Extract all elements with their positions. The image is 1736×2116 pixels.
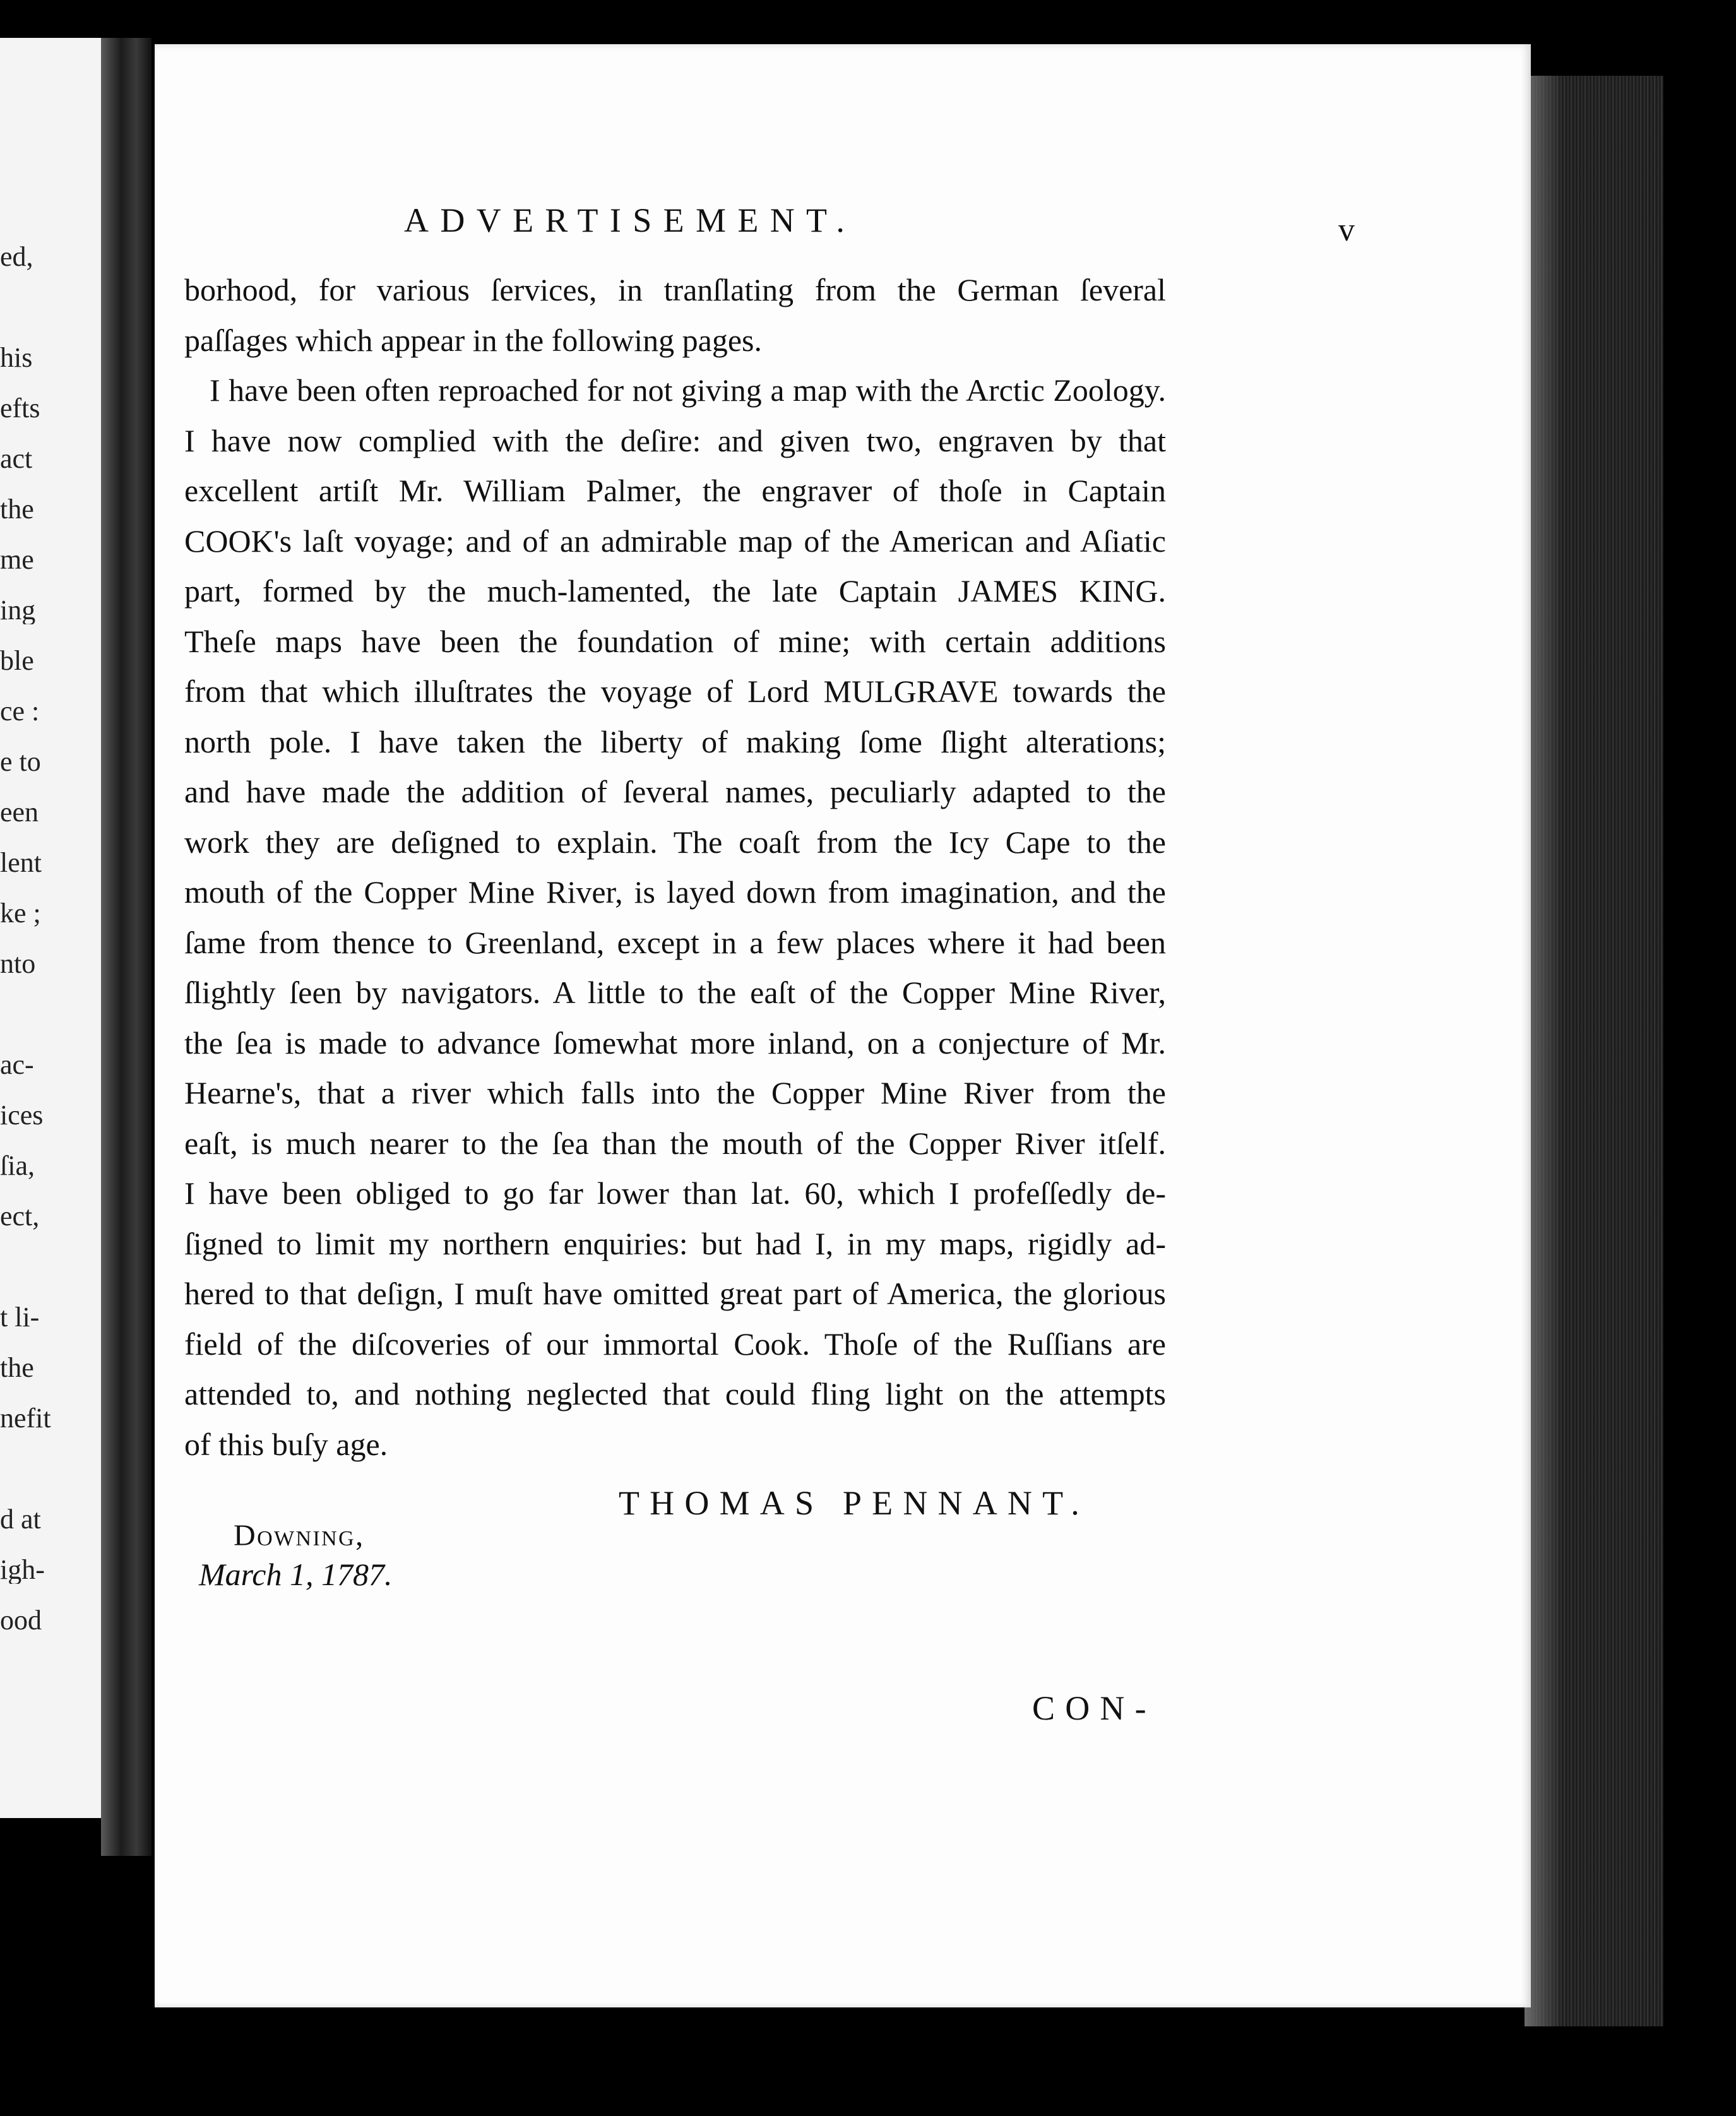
margin-fragment: the xyxy=(0,1354,34,1382)
margin-fragment: ing xyxy=(0,597,36,624)
margin-fragment: e to xyxy=(0,748,41,776)
margin-fragment: ke ; xyxy=(0,900,41,927)
text-line: ſigned to limit my northern enquiries: but had I, in my maps, rigidly ad- xyxy=(184,1225,1166,1261)
margin-fragment: ce : xyxy=(0,698,40,725)
margin-fragment: his xyxy=(0,344,33,372)
margin-fragment: ect, xyxy=(0,1203,40,1230)
author-signature: THOMAS PENNANT. xyxy=(619,1484,1090,1522)
facing-page-fragment xyxy=(0,38,101,1818)
margin-fragment: lent xyxy=(0,849,42,877)
text-line: ſlightly ſeen by navigators. A little to the eaſt of the Copper Mine River, xyxy=(184,975,1166,1010)
margin-fragment: efts xyxy=(0,395,40,422)
text-line: of this buſy age. xyxy=(184,1426,388,1462)
text-line: attended to, and nothing neglected that could fling light on the attempts xyxy=(184,1376,1166,1412)
book-gutter xyxy=(101,38,152,1856)
text-line: COOK's laſt voyage; and of an admirable map of the American and Aſiatic xyxy=(184,523,1166,559)
margin-fragment: ble xyxy=(0,647,34,675)
margin-fragment: ood xyxy=(0,1607,42,1634)
text-line: Hearne's, that a river which falls into the Copper Mine River from the xyxy=(184,1075,1166,1110)
margin-fragment: igh- xyxy=(0,1556,45,1584)
text-line: and have made the addition of ſeveral names, peculiarly adapted to the xyxy=(184,774,1166,809)
text-line: Theſe maps have been the foundation of mine; with certain additions xyxy=(184,623,1166,659)
margin-fragment: nefit xyxy=(0,1405,51,1432)
text-line: excellent artiſt Mr. William Palmer, the engraver of thoſe in Captain xyxy=(184,473,1166,508)
text-line: eaſt, is much nearer to the ſea than the mouth of the Copper River itſelf. xyxy=(184,1125,1166,1161)
signature-place: Downing, xyxy=(234,1519,365,1552)
text-line: part, formed by the much-lamented, the late Captain JAMES KING. xyxy=(184,573,1166,609)
running-header: ADVERTISEMENT. xyxy=(404,201,857,239)
margin-fragment: act xyxy=(0,445,33,473)
signature-date: March 1, 1787. xyxy=(199,1557,393,1592)
text-line: from that which illuſtrates the voyage of Lord MULGRAVE towards the xyxy=(184,674,1166,709)
margin-fragment: me xyxy=(0,546,34,574)
text-line: work they are deſigned to explain. The coaſt from the Icy Cape to the xyxy=(184,824,1166,860)
margin-fragment: d at xyxy=(0,1506,41,1533)
margin-fragment: ſia, xyxy=(0,1152,35,1180)
margin-fragment: ac- xyxy=(0,1051,34,1079)
body-text xyxy=(184,265,1166,1470)
text-line: paſſages which appear in the following pages. xyxy=(184,322,762,358)
margin-fragment: ices xyxy=(0,1102,44,1129)
text-line: north pole. I have taken the liberty of making ſome ſlight alterations; xyxy=(184,723,1166,759)
text-line: I have been often reproached for not giving a map with the Arctic Zoology. xyxy=(210,372,1166,408)
text-line: ſame from thence to Greenland, except in a few places where it had been xyxy=(184,924,1166,960)
text-line: the ſea is made to advance ſomewhat more inland, on a conjecture of Mr. xyxy=(184,1025,1166,1061)
page-edges xyxy=(1525,76,1663,2026)
margin-fragment: een xyxy=(0,799,39,826)
margin-fragment: ed, xyxy=(0,243,33,271)
margin-fragment: the xyxy=(0,496,34,523)
text-line: borhood, for various ſervices, in tranſlating from the German ſeveral xyxy=(184,272,1166,307)
text-line: I have been obliged to go far lower than lat. 60, which I profeſſedly de- xyxy=(184,1175,1166,1211)
text-line: hered to that deſign, I muſt have omitted great part of America, the glorious xyxy=(184,1276,1166,1311)
facing-page-margin xyxy=(0,38,101,1818)
page-number: v xyxy=(1338,212,1355,248)
margin-fragment: nto xyxy=(0,950,36,978)
text-line: field of the diſcoveries of our immortal Cook. Thoſe of the Ruſſians are xyxy=(184,1326,1166,1362)
catchword: CON- xyxy=(1032,1689,1156,1727)
text-line: mouth of the Copper Mine River, is layed down from imagination, and the xyxy=(184,874,1166,910)
margin-fragment: t li- xyxy=(0,1304,40,1331)
text-line: I have now complied with the deſire: and given two, engraven by that xyxy=(184,422,1166,458)
